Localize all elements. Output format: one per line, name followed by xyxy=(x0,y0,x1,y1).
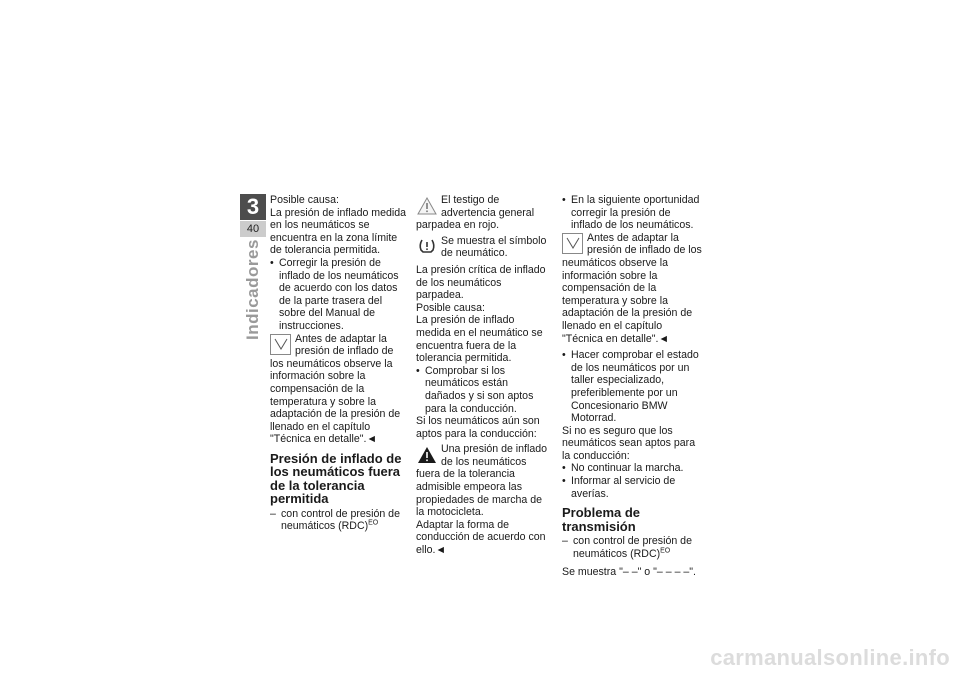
end-mark: ◄ xyxy=(658,332,669,345)
paragraph xyxy=(416,519,548,557)
warning-triangle-icon xyxy=(416,195,437,216)
paragraph: La presión crítica de inflado de los neumáticos parpadea. xyxy=(416,263,546,302)
note-block xyxy=(270,333,407,446)
paragraph: Posible causa: xyxy=(416,301,485,314)
end-mark: ◄ xyxy=(435,544,446,557)
note-text: Antes de adaptar la presión de inflado de los neumáticos observe la información sobre la compensación de la temperatura y sobre la adaptación de la presión de llenado en el capítulo "Técnica en detalle". xyxy=(270,332,401,446)
paragraph: Posible causa: xyxy=(270,194,339,206)
column-2 xyxy=(416,194,548,557)
column-3 xyxy=(562,194,702,579)
tire-symbol-text: Se muestra el símbolo de neumático. xyxy=(441,234,547,260)
warning-block xyxy=(416,443,548,519)
note-icon xyxy=(562,233,583,254)
bullet-item: • En la siguiente oportunidad corregir la presión de inflado de los neumáticos. xyxy=(562,194,702,232)
dash-item-text: con control de presión de neumáticos (RDC) xyxy=(281,507,400,533)
column-1 xyxy=(270,194,407,533)
bullet-item: • Informar al servicio de averías. xyxy=(562,475,702,500)
paragraph: Si los neumáticos aún son aptos para la conducción: xyxy=(416,415,540,440)
bullet-item: • Hacer comprobar el estado de los neumáticos por un taller especializado, preferiblemente por un Concesionario BMW Motorrad. xyxy=(562,349,702,425)
tire-symbol-block xyxy=(416,235,548,260)
paragraph-text: Adaptar la forma de conducción de acuerdo con ello. xyxy=(416,518,546,557)
dash-item xyxy=(270,508,407,533)
note-block xyxy=(562,232,702,345)
equipment-mark: EO xyxy=(660,547,671,555)
chapter-title: Indicadores xyxy=(243,239,262,340)
chapter-number: 3 xyxy=(240,194,266,220)
warning-light-block xyxy=(416,194,548,232)
paragraph: Si no es seguro que los neumáticos sean aptos para la conducción: xyxy=(562,424,696,462)
section-heading: Problema de transmisión xyxy=(562,505,641,534)
note-icon xyxy=(270,334,291,355)
note-text: Antes de adaptar la presión de inflado de los neumáticos observe la información sobre la compensación de la temperatura y sobre la adaptación de la presión de llenado en el capítulo "Técnica en detalle". xyxy=(562,231,702,345)
paragraph: Se muestra "– –" o "– – – –". xyxy=(562,566,696,579)
chapter-tab xyxy=(240,194,266,240)
tire-pressure-icon xyxy=(416,236,437,257)
dash-item xyxy=(562,535,702,560)
paragraph: La presión de inflado medida en los neumáticos se encuentra en la zona límite de tolerancia permitida. xyxy=(270,206,407,257)
watermark: carmanualsonline.info xyxy=(710,645,950,670)
bullet-item: • Comprobar si los neumáticos están dañados y si son aptos para la conducción. xyxy=(416,365,548,415)
warning-text: Una presión de inflado de los neumáticos fuera de la tolerancia admisible empeora las propiedades de marcha de la motocicleta. xyxy=(416,443,548,519)
bullet-item: • Corregir la presión de inflado de los neumáticos de acuerdo con los datos de la parte trasera del sobre del Manual de instrucciones. xyxy=(270,257,407,333)
section-heading: Presión de inflado de los neumáticos fuera de la tolerancia permitida xyxy=(270,450,402,507)
warning-light-text: El testigo de advertencia general parpadea en rojo. xyxy=(416,194,535,232)
paragraph: La presión de inflado medida en el neumático se encuentra fuera de la tolerancia permitida. xyxy=(416,314,543,365)
page-number: 40 xyxy=(240,221,266,237)
equipment-mark: EO xyxy=(368,519,379,527)
dash-item-text: con control de presión de neumáticos (RDC) xyxy=(573,535,692,560)
bullet-item: • No continuar la marcha. xyxy=(562,462,702,475)
end-mark: ◄ xyxy=(366,433,377,446)
warning-icon xyxy=(416,444,437,465)
